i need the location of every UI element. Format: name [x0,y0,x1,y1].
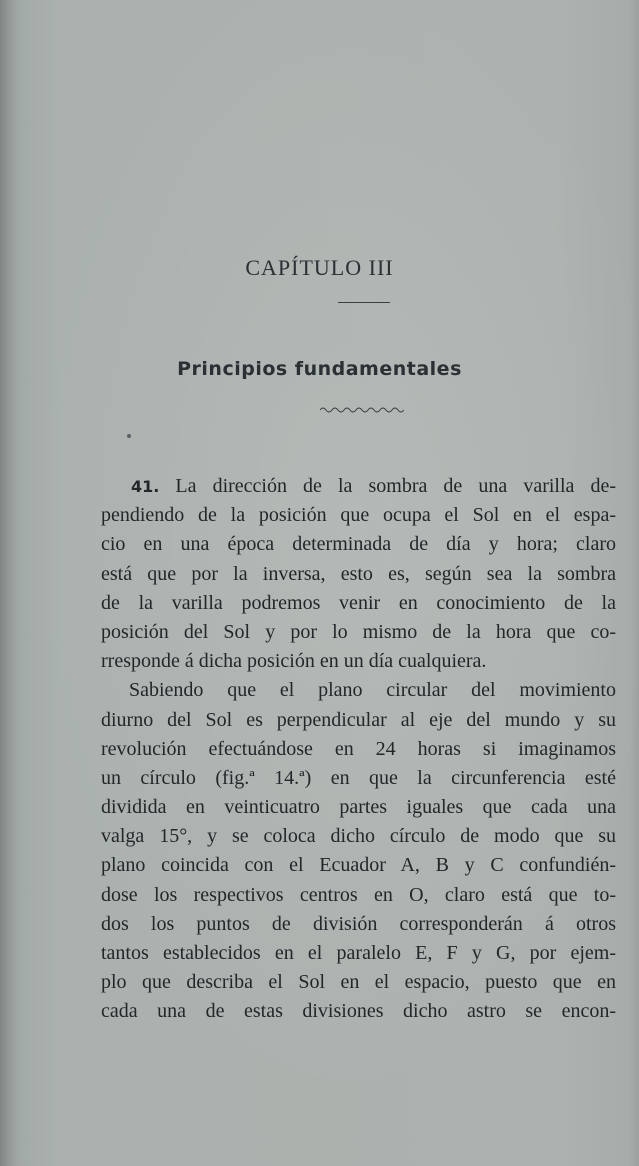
chapter-heading: CAPÍTULO III [245,255,394,280]
chapter-divider [338,302,390,303]
paragraph-2-line-10: tantos establecidos en el paralelo E, F y G, por ejem- [101,942,616,964]
paragraph-1-line-1: 41. La dirección de la sombra de una varilla de- [131,475,617,497]
paragraph-2-line-7: plano coincida con el Ecuador A, B y C confundién- [101,854,616,877]
paragraph-1-line-5: de la varilla podremos venir en conocimiento de la [101,591,616,614]
paragraph-1-line-6: posición del Sol y por lo mismo de la hora que co- [101,620,616,643]
paragraph-1-line-2: pendiendo de la posición que ocupa el Sol en el espa- [101,504,616,527]
paragraph-2-line-9: dos los puntos de división corresponderán á otros [101,912,616,935]
page-spine-shadow [0,0,14,1166]
paragraph-2-line-4: un círculo (fig.ª 14.ª) en que la circunferencia esté [101,766,616,789]
paragraph-1-line-4: está que por la inversa, esto es, según sea la sombra [101,562,616,585]
section-title: Principios fundamentales [177,358,462,380]
paragraph-1-line-7: rresponde á dicha posición en un día cualquiera. [101,650,487,673]
paragraph-2-line-5: dividida en veinticuatro partes iguales que cada una [101,796,616,819]
paper-speck [127,434,131,438]
paragraph-2-line-6: valga 15°, y se coloca dicho círculo de modo que su [101,825,616,848]
paragraph-2-line-12: cada una de estas divisiones dicho astro se encon- [101,1000,616,1023]
wavy-ornament [320,405,404,415]
body-text [101,472,616,1027]
paragraph-2-line-2: diurno del Sol es perpendicular al eje del mundo y su [101,708,616,731]
paragraph-2-line-3: revolución efectuándose en 24 horas si imaginamos [101,737,616,760]
paragraph-2-line-11: plo que describa el Sol en el espacio, puesto que en [101,971,616,994]
paragraph-1-line-3: cio en una época determinada de día y hora; claro [101,533,616,556]
paragraph-2-line-8: dose los respectivos centros en O, claro está que to- [101,883,616,906]
paragraph-number: 41. [131,477,160,496]
paragraph-2-line-1: Sabiendo que el plano circular del movimiento [129,679,616,702]
